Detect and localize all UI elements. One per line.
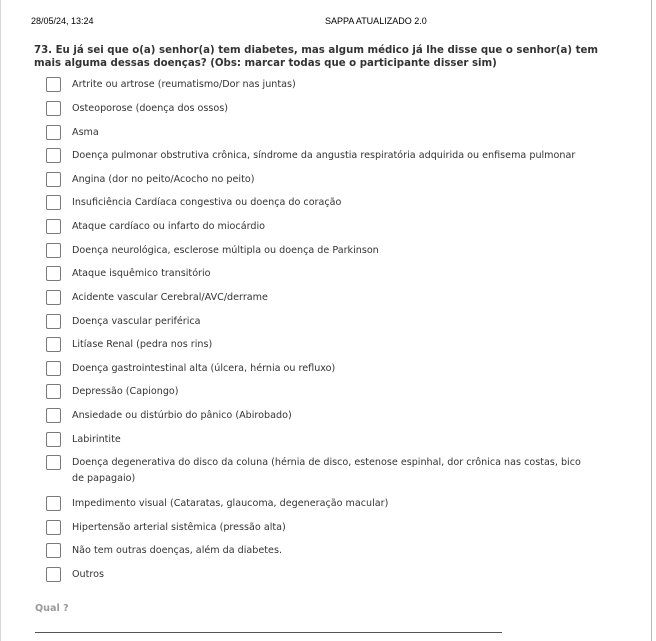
checkbox-option[interactable]: [46, 408, 592, 424]
checkbox[interactable]: [46, 195, 61, 210]
checkbox-option-label: Ataque cardíaco ou infarto do miocárdio: [72, 221, 265, 232]
checkbox-option-label: Doença degenerativa do disco da coluna (hérnia de disco, estenose espinhal, dor crônica nas costas, bico de papagaio): [72, 457, 581, 484]
checkbox-option-label: Doença neurológica, esclerose múltipla ou doença de Parkinson: [72, 245, 379, 256]
checkbox[interactable]: [46, 384, 61, 399]
checkbox-option[interactable]: [46, 172, 592, 188]
checkbox-option-label: Litíase Renal (pedra nos rins): [72, 339, 213, 350]
checkbox[interactable]: [46, 543, 61, 558]
checkbox-option[interactable]: [46, 101, 592, 117]
checkbox[interactable]: [46, 219, 61, 234]
checkbox-option[interactable]: [46, 567, 592, 583]
checkbox-option[interactable]: [46, 543, 592, 559]
checkbox-option[interactable]: [46, 432, 592, 448]
checkbox[interactable]: [46, 77, 61, 92]
checkbox[interactable]: [46, 290, 61, 305]
checkbox[interactable]: [46, 125, 61, 140]
checkbox-option-label: Insuficiência Cardíaca congestiva ou doença do coração: [72, 197, 342, 208]
print-timestamp: 28/05/24, 13:24: [31, 16, 94, 26]
checkbox-option[interactable]: [46, 337, 592, 353]
checkbox-option-label: Ataque isquêmico transitório: [72, 268, 211, 279]
checkbox-option-label: Impedimento visual (Cataratas, glaucoma, degeneração macular): [72, 498, 389, 509]
checkbox-option[interactable]: [46, 361, 592, 377]
checkbox-option-label: Não tem outras doenças, além da diabetes.: [72, 545, 283, 556]
checkbox-option[interactable]: [46, 290, 592, 306]
checkbox[interactable]: [46, 432, 61, 447]
checkbox[interactable]: [46, 520, 61, 535]
checkbox-option[interactable]: [46, 219, 592, 235]
checkbox[interactable]: [46, 408, 61, 423]
other-answer-line[interactable]: [35, 632, 502, 633]
checkbox[interactable]: [46, 101, 61, 116]
checkbox-option[interactable]: [46, 520, 592, 536]
checkbox-option[interactable]: [46, 243, 592, 259]
checkbox-option-label: Osteoporose (doença dos ossos): [72, 103, 228, 114]
checkbox-option-label: Depressão (Capiongo): [72, 386, 179, 397]
checkbox-option-label: Doença pulmonar obstrutiva crônica, síndrome da angustia respiratória adquirida ou enfisema pulmonar: [72, 150, 576, 161]
document-title: SAPPA ATUALIZADO 2.0: [325, 16, 427, 26]
checkbox[interactable]: [46, 496, 61, 511]
checkbox[interactable]: [46, 361, 61, 376]
checkbox[interactable]: [46, 567, 61, 582]
other-specify-label: Qual ?: [35, 603, 69, 614]
checkbox-option-label: Outros: [72, 569, 104, 580]
checkbox-option-label: Asma: [72, 127, 99, 138]
checkbox-option[interactable]: [46, 266, 592, 282]
checkbox-option[interactable]: [46, 496, 592, 512]
checkbox-option[interactable]: [46, 148, 592, 164]
checkbox-option[interactable]: [46, 125, 592, 141]
checkbox[interactable]: [46, 314, 61, 329]
checkbox-option[interactable]: [46, 384, 592, 400]
checkbox-option-label: Labirintite: [72, 434, 121, 445]
checkbox[interactable]: [46, 172, 61, 187]
checkbox-option-label: Acidente vascular Cerebral/AVC/derrame: [72, 292, 268, 303]
checkbox-option-label: Angina (dor no peito/Acocho no peito): [72, 174, 255, 185]
checkbox-option-label: Doença gastrointestinal alta (úlcera, hérnia ou refluxo): [72, 363, 336, 374]
checkbox-option-label: Artrite ou artrose (reumatismo/Dor nas juntas): [72, 79, 296, 90]
checkbox-option-label: Doença vascular periférica: [72, 316, 201, 327]
checkbox[interactable]: [46, 455, 61, 470]
checkbox[interactable]: [46, 148, 61, 163]
checkbox-option[interactable]: [46, 77, 592, 93]
checkbox-option[interactable]: [46, 455, 592, 487]
checkbox-option[interactable]: [46, 195, 592, 211]
checkbox[interactable]: [46, 337, 61, 352]
question-title: 73. Eu já sei que o(a) senhor(a) tem diabetes, mas algum médico já lhe disse que o senhor(a) tem mais alguma dessas doenças? (Obs: marcar todas que o participante disser sim): [34, 45, 599, 69]
checkbox-option-label: Ansiedade ou distúrbio do pânico (Abirobado): [72, 410, 292, 421]
checkbox-option[interactable]: [46, 314, 592, 330]
print-header: [31, 16, 621, 28]
checkbox-option-label: Hipertensão arterial sistêmica (pressão alta): [72, 522, 286, 533]
checkbox[interactable]: [46, 266, 61, 281]
checkbox[interactable]: [46, 243, 61, 258]
